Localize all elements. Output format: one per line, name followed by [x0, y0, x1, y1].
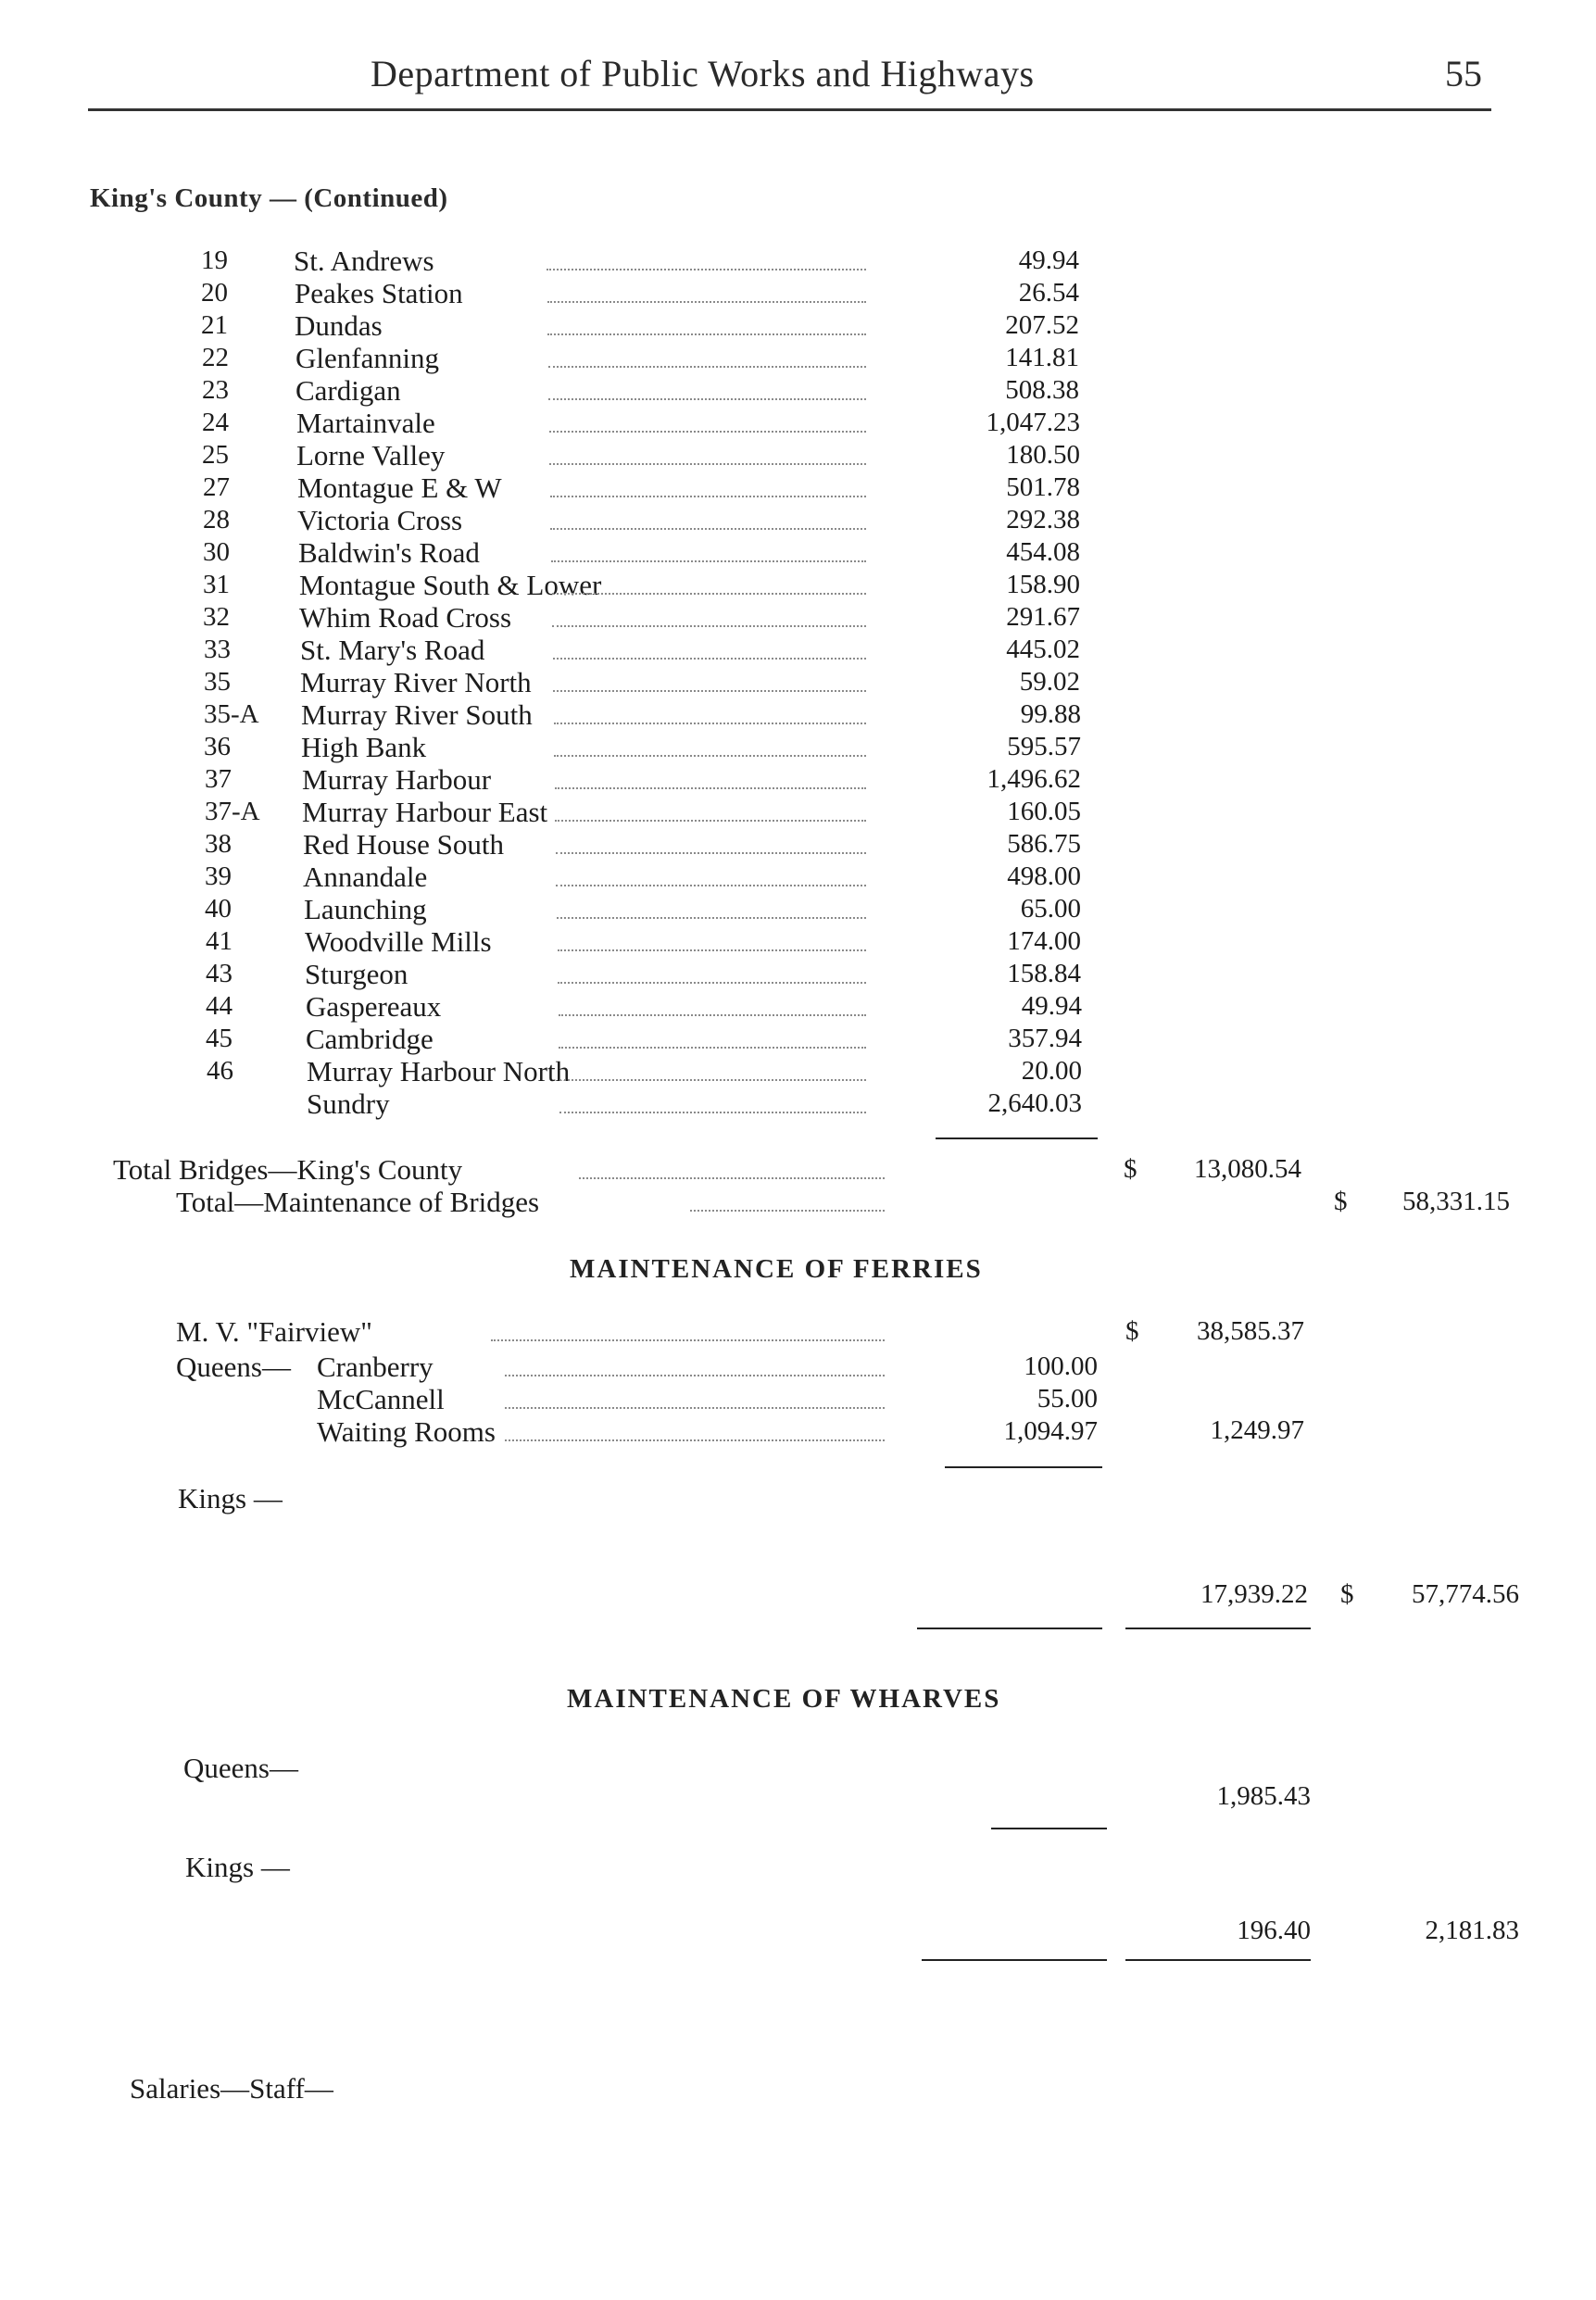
total-maintenance-label: Total—Maintenance of Bridges [176, 1186, 540, 1218]
item-name: Cardigan [295, 374, 401, 407]
fairview-dollar: $ [1125, 1316, 1139, 1346]
item-name: Montague E & W [297, 471, 502, 504]
ferries-kings-total: 17,939.22 [1200, 1579, 1308, 1609]
ferries-total-rule [1125, 1628, 1311, 1629]
leader-dots [555, 820, 866, 822]
leader-dots [554, 755, 866, 757]
item-number: 37-A [205, 797, 260, 826]
item-number: 23 [202, 375, 229, 405]
ferries-queens-total: 1,249.97 [1210, 1415, 1304, 1445]
list-item [0, 342, 1596, 374]
fairview-row [0, 1315, 1596, 1348]
leader-dots [555, 787, 866, 789]
ferries-kings-prefix: Kings — [178, 1482, 283, 1514]
item-name: Murray River North [300, 666, 532, 698]
ferries-queens-rule [945, 1466, 1102, 1468]
list-item [0, 634, 1596, 666]
item-amount: 55.00 [1037, 1384, 1098, 1414]
leader-dots [558, 949, 866, 951]
list-item [0, 1055, 1596, 1087]
wharves-total-rule [1125, 1959, 1311, 1961]
list-item [0, 1415, 1596, 1448]
item-number: 39 [205, 861, 232, 891]
leader-dots [551, 560, 866, 562]
page-number: 55 [1445, 53, 1482, 94]
wharves-heading: MAINTENANCE OF WHARVES [567, 1684, 1001, 1714]
item-number: 30 [203, 537, 230, 567]
item-number: 25 [202, 440, 229, 470]
list-item [0, 731, 1596, 763]
leader-dots [559, 1112, 866, 1113]
item-amount: 291.67 [1006, 602, 1080, 632]
leader-dots [556, 852, 866, 854]
item-number: 45 [206, 1024, 232, 1053]
item-number: 46 [207, 1056, 233, 1086]
list-item [0, 407, 1596, 439]
item-name: Sundry [307, 1087, 390, 1120]
item-amount: 445.02 [1006, 635, 1080, 664]
leader-dots [579, 1177, 885, 1179]
list-item [0, 666, 1596, 698]
list-item [0, 1087, 1596, 1120]
total-maintenance-dollar: $ [1334, 1187, 1348, 1216]
item-amount: 141.81 [1005, 343, 1079, 372]
leader-dots [550, 528, 866, 530]
list-item [0, 601, 1596, 634]
item-name: Waiting Rooms [317, 1415, 496, 1448]
item-amount: 357.94 [1008, 1024, 1082, 1053]
leader-dots [559, 1014, 866, 1016]
total-kings-dollar: $ [1124, 1154, 1137, 1184]
leader-dots [550, 496, 866, 497]
wharves-queens-prefix: Queens— [183, 1752, 298, 1784]
list-item [0, 958, 1596, 990]
leader-dots [505, 1375, 885, 1376]
ferries-kings-rule [917, 1628, 1102, 1629]
leader-dots [556, 885, 866, 886]
total-kings-row [0, 1153, 1596, 1186]
item-number: 24 [202, 408, 229, 437]
item-number: 31 [203, 570, 230, 599]
item-number: 37 [205, 764, 232, 794]
leader-dots [505, 1407, 885, 1409]
item-amount: 180.50 [1006, 440, 1080, 470]
item-number: 27 [203, 472, 230, 502]
fairview-amount: 38,585.37 [1197, 1316, 1304, 1346]
item-name: High Bank [301, 731, 427, 763]
item-name: Murray Harbour North [307, 1055, 571, 1087]
item-number: 19 [201, 245, 228, 275]
list-item [0, 504, 1596, 536]
item-name: Baldwin's Road [298, 536, 480, 569]
leader-dots [547, 269, 866, 270]
item-amount: 595.57 [1007, 732, 1081, 761]
item-amount: 454.08 [1006, 537, 1080, 567]
item-number: 40 [205, 894, 232, 924]
list-item [0, 309, 1596, 342]
list-item [0, 925, 1596, 958]
list-item [0, 1023, 1596, 1055]
list-item [0, 471, 1596, 504]
list-item [0, 1383, 1596, 1415]
leader-dots [554, 723, 866, 724]
list-item [0, 796, 1596, 828]
list-item [0, 1351, 1596, 1383]
item-amount: 498.00 [1007, 861, 1081, 891]
leader-dots [558, 982, 866, 984]
item-amount: 508.38 [1005, 375, 1079, 405]
item-number: 38 [205, 829, 232, 859]
item-name: Peakes Station [295, 277, 463, 309]
leader-dots [547, 301, 866, 303]
item-name: Whim Road Cross [299, 601, 512, 634]
total-kings-label: Total Bridges—King's County [113, 1153, 463, 1186]
item-number: 22 [202, 343, 229, 372]
list-item [0, 374, 1596, 407]
item-amount: 2,640.03 [987, 1088, 1082, 1118]
header-rule [88, 108, 1491, 111]
list-item [0, 245, 1596, 277]
ferries-grand-total: 57,774.56 [1412, 1579, 1519, 1609]
item-number: 20 [201, 278, 228, 308]
item-amount: 501.78 [1006, 472, 1080, 502]
item-name: Woodville Mills [305, 925, 492, 958]
item-name: Lorne Valley [296, 439, 446, 471]
list-item [0, 861, 1596, 893]
item-name: Dundas [295, 309, 383, 342]
leader-dots [552, 593, 866, 595]
item-amount: 1,047.23 [986, 408, 1080, 437]
item-number: 33 [204, 635, 231, 664]
wharves-grand-total: 2,181.83 [1425, 1916, 1519, 1945]
item-amount: 49.94 [1021, 991, 1082, 1021]
total-maintenance-row [0, 1186, 1596, 1218]
item-name: Montague South & Lower [299, 569, 602, 601]
item-number: 41 [206, 926, 232, 956]
item-name: Glenfanning [295, 342, 439, 374]
item-name: Victoria Cross [297, 504, 463, 536]
leader-dots [553, 690, 866, 692]
total-maintenance-amount: 58,331.15 [1402, 1187, 1510, 1216]
item-amount: 1,094.97 [1003, 1416, 1098, 1446]
item-amount: 160.05 [1007, 797, 1081, 826]
wharves-kings-prefix: Kings — [185, 1851, 290, 1883]
item-number: 21 [201, 310, 228, 340]
leader-dots [559, 1047, 866, 1049]
ferries-heading: MAINTENANCE OF FERRIES [570, 1254, 983, 1284]
item-name: St. Mary's Road [300, 634, 485, 666]
item-amount: 100.00 [1024, 1351, 1098, 1381]
item-amount: 99.88 [1020, 699, 1081, 729]
fairview-label: M. V. "Fairview" [176, 1315, 372, 1348]
salaries-prefix: Salaries—Staff— [130, 2072, 333, 2105]
item-number: 28 [203, 505, 230, 534]
section-subtitle: King's County — (Continued) [90, 183, 448, 213]
item-amount: 586.75 [1007, 829, 1081, 859]
leader-dots [491, 1339, 885, 1341]
item-amount: 59.02 [1019, 667, 1080, 697]
item-name: McCannell [317, 1383, 445, 1415]
item-number: 35 [204, 667, 231, 697]
wharves-kings-rule [922, 1959, 1107, 1961]
leader-dots [557, 917, 866, 919]
leader-dots [552, 625, 866, 627]
item-number: 36 [204, 732, 231, 761]
leader-dots [548, 366, 866, 368]
list-item [0, 536, 1596, 569]
item-amount: 49.94 [1018, 245, 1079, 275]
item-amount: 20.00 [1021, 1056, 1082, 1086]
list-item [0, 990, 1596, 1023]
ferries-grand-dollar: $ [1340, 1579, 1354, 1609]
wharves-kings-total: 196.40 [1237, 1916, 1311, 1945]
leader-dots [690, 1210, 885, 1212]
item-amount: 26.54 [1018, 278, 1079, 308]
item-amount: 65.00 [1020, 894, 1081, 924]
item-name: Sturgeon [305, 958, 408, 990]
leader-dots [549, 463, 866, 465]
item-name: Gaspereaux [306, 990, 442, 1023]
list-item [0, 698, 1596, 731]
item-name: Cranberry [317, 1351, 434, 1383]
item-name: Murray Harbour East [302, 796, 548, 828]
item-name: Murray Harbour [302, 763, 492, 796]
item-name: Martainvale [296, 407, 435, 439]
wharves-queens-total: 1,985.43 [1216, 1781, 1311, 1811]
item-name: Launching [304, 893, 427, 925]
item-amount: 292.38 [1006, 505, 1080, 534]
wharves-queens-rule [991, 1828, 1107, 1829]
item-name: Cambridge [306, 1023, 434, 1055]
item-number: 43 [206, 959, 232, 988]
leader-dots [549, 431, 866, 433]
list-item [0, 277, 1596, 309]
leader-dots [548, 398, 866, 400]
item-name: Red House South [303, 828, 504, 861]
list-item [0, 828, 1596, 861]
item-name: Annandale [303, 861, 428, 893]
item-amount: 1,496.62 [987, 764, 1081, 794]
leader-dots [559, 1079, 866, 1081]
list-item [0, 439, 1596, 471]
item-number: 32 [203, 602, 230, 632]
item-amount: 158.90 [1006, 570, 1080, 599]
item-amount: 174.00 [1007, 926, 1081, 956]
list-item [0, 569, 1596, 601]
item-number: 35-A [204, 699, 259, 729]
item-name: Murray River South [301, 698, 533, 731]
item-amount: 158.84 [1007, 959, 1081, 988]
subtotal-rule [936, 1137, 1098, 1139]
item-name: St. Andrews [294, 245, 434, 277]
page-header-title: Department of Public Works and Highways [371, 53, 1035, 94]
list-item [0, 893, 1596, 925]
leader-dots [505, 1439, 885, 1441]
ferries-queens-prefix: Queens— [176, 1351, 291, 1383]
list-item [0, 763, 1596, 796]
leader-dots [547, 333, 866, 335]
leader-dots [553, 658, 866, 660]
item-amount: 207.52 [1005, 310, 1079, 340]
item-number: 44 [206, 991, 232, 1021]
total-kings-amount: 13,080.54 [1194, 1154, 1301, 1184]
